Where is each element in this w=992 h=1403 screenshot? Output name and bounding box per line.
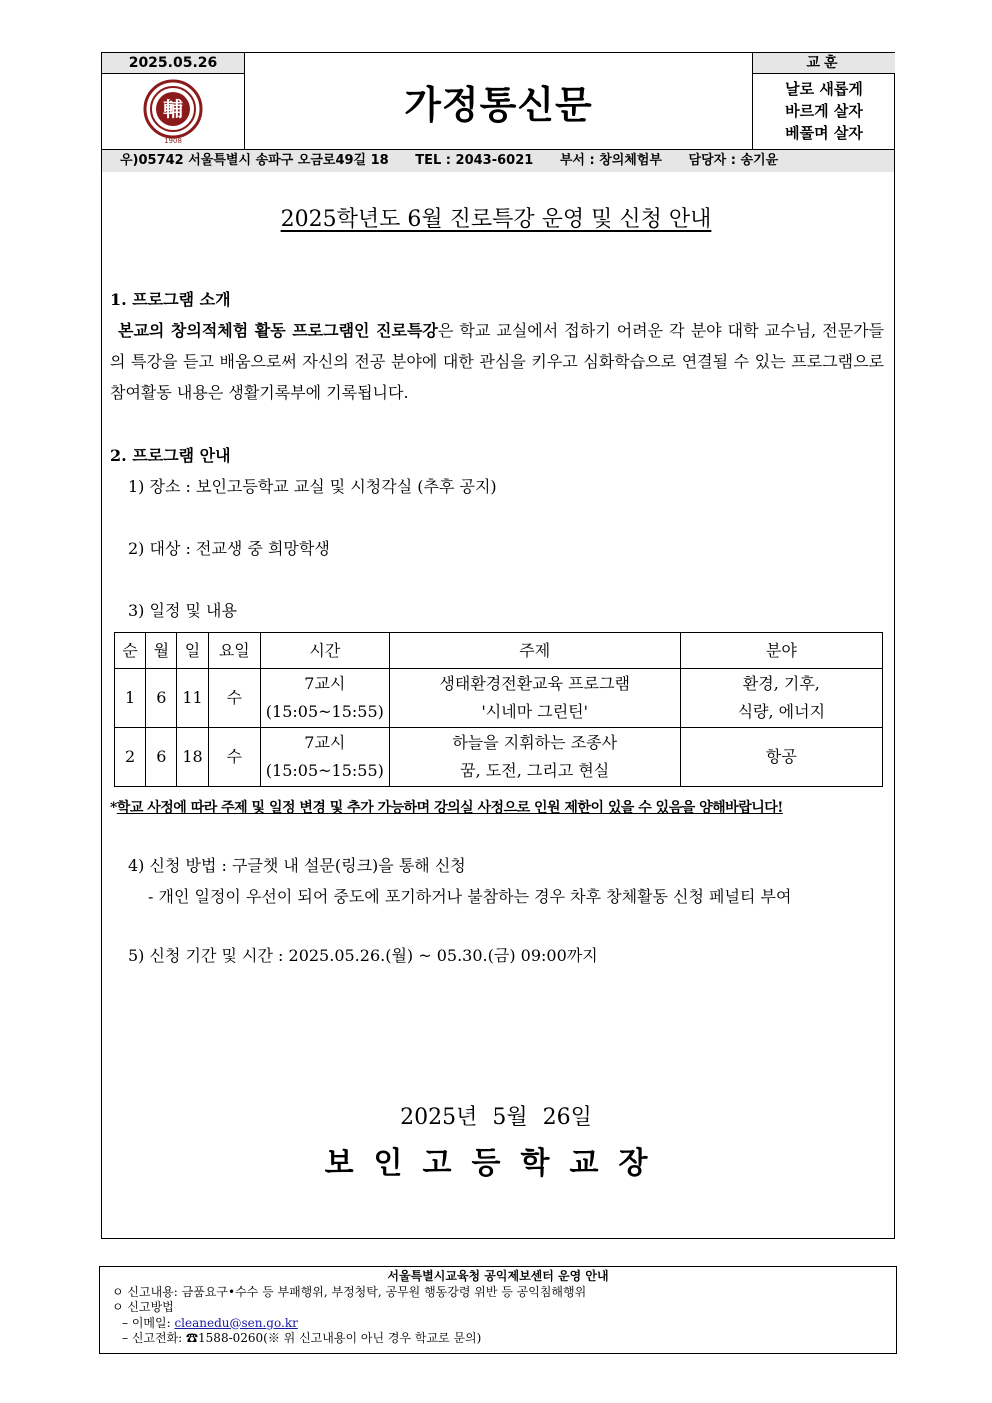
cell-day: 18 <box>177 728 208 787</box>
header-weekday: 요일 <box>208 633 260 669</box>
apply-method: 4) 신청 방법 : 구글챗 내 설문(링크)을 통해 신청 <box>128 856 466 875</box>
letter-title: 가정통신문 <box>404 82 593 127</box>
cell-topic: 하늘을 지휘하는 조종사 꿈, 도전, 그리고 현실 <box>389 728 680 787</box>
section1-paragraph <box>110 315 884 408</box>
motto-label: 교훈 <box>752 53 895 74</box>
schedule-notice <box>110 797 890 817</box>
footer-line: ㅇ 신고방법 <box>112 1300 174 1314</box>
footer-line: ㅇ 신고내용: 금품요구•수수 등 부패행위, 부정청탁, 공무원 행동강령 위반 등 공익침해행위 <box>112 1284 587 1299</box>
letter-header <box>101 52 895 172</box>
school-seal-icon <box>141 79 205 145</box>
table-row <box>115 728 883 787</box>
table-header-row <box>115 633 883 669</box>
schedule-table <box>114 632 883 787</box>
whistleblower-notice <box>99 1266 897 1354</box>
school-address: 우)05742 서울특별시 송파구 오금로49길 18 <box>120 153 389 168</box>
sign-date: 2025년 5월 26일 <box>400 1105 592 1130</box>
table-row <box>115 669 883 728</box>
cell-month: 6 <box>146 669 177 728</box>
schedule-label: 3) 일정 및 내용 <box>128 601 237 620</box>
motto-line: 베풀며 살자 <box>785 124 863 142</box>
cell-no: 1 <box>115 669 146 728</box>
school-info-bar <box>102 149 894 172</box>
cell-topic: 생태환경전환교육 프로그램 '시네마 그린틴' <box>389 669 680 728</box>
section2-heading: 2. 프로그램 안내 <box>110 446 231 465</box>
cell-day: 11 <box>177 669 208 728</box>
header-month: 월 <box>146 633 177 669</box>
program-place: 1) 장소 : 보인고등학교 교실 및 시청각실 (추후 공지) <box>128 477 497 496</box>
header-no: 순 <box>115 633 146 669</box>
logo-char: 輔 <box>163 96 183 121</box>
cell-no: 2 <box>115 728 146 787</box>
notice-text: 학교 사정에 따라 주제 및 일정 변경 및 추가 가능하며 강의실 사정으로 인원 제한이 있을 수 있음을 양해바랍니다! <box>116 800 783 816</box>
header-time: 시간 <box>260 633 389 669</box>
section1-lead: 본교의 창의적체험 활동 프로그램인 진로특강 <box>118 321 438 340</box>
motto-list <box>752 74 895 149</box>
cell-weekday: 수 <box>208 669 260 728</box>
header-field: 분야 <box>680 633 882 669</box>
section1-heading: 1. 프로그램 소개 <box>110 290 231 309</box>
motto-line: 날로 새롭게 <box>785 80 863 98</box>
email-link[interactable]: cleanedu@sen.go.kr <box>174 1315 298 1330</box>
footer-email-line: – 이메일: cleanedu@sen.go.kr <box>122 1315 298 1330</box>
cell-month: 6 <box>146 728 177 787</box>
issue-date: 2025.05.26 <box>102 53 245 74</box>
apply-period: 5) 신청 기간 및 시간 : 2025.05.26.(월) ~ 05.30.(금) 09:00까지 <box>128 946 598 965</box>
footer-phone-line: – 신고전화: ☎1588-0260(※ 위 신고내용이 아닌 경우 학교로 문의) <box>122 1331 482 1345</box>
principal-signature: 보인고등학교장 <box>324 1146 668 1181</box>
header-topic: 주제 <box>389 633 680 669</box>
cell-field: 환경, 기후, 식량, 에너지 <box>680 669 882 728</box>
motto-line: 바르게 살자 <box>785 102 863 120</box>
cell-field: 항공 <box>680 728 882 787</box>
school-tel: TEL : 2043-6021 <box>415 153 534 168</box>
cell-time: 7교시 (15:05~15:55) <box>260 728 389 787</box>
document-title: 2025학년도 6월 진로특강 운영 및 신청 안내 <box>280 207 712 232</box>
logo-year: 1908 <box>164 136 182 145</box>
cell-time: 7교시 (15:05~15:55) <box>260 669 389 728</box>
school-logo-box <box>102 74 245 149</box>
cell-weekday: 수 <box>208 728 260 787</box>
apply-note: - 개인 일정이 우선이 되어 중도에 포기하거나 불참하는 경우 차후 창체활동 신청 페널티 부여 <box>148 887 792 906</box>
department: 부서 : 창의체험부 <box>559 153 662 168</box>
program-target: 2) 대상 : 전교생 중 희망학생 <box>128 539 330 558</box>
notice-mark: * <box>110 800 117 816</box>
footer-title: 서울특별시교육청 공익제보센터 운영 안내 <box>387 1269 609 1283</box>
section1-text: 은 학교 교실에서 접하기 어려운 각 분야 대학 교수님, 전문가들의 특강을 듣고 배움으로써 자신의 전공 분야에 대한 관심을 키우고 심화학습으로 연결될 수 있는 프로그램으로 참여활동 내용은 생활기록부에 기록됩니다. <box>110 321 884 402</box>
contact-person: 담당자 : 송기윤 <box>688 153 779 168</box>
header-day: 일 <box>177 633 208 669</box>
